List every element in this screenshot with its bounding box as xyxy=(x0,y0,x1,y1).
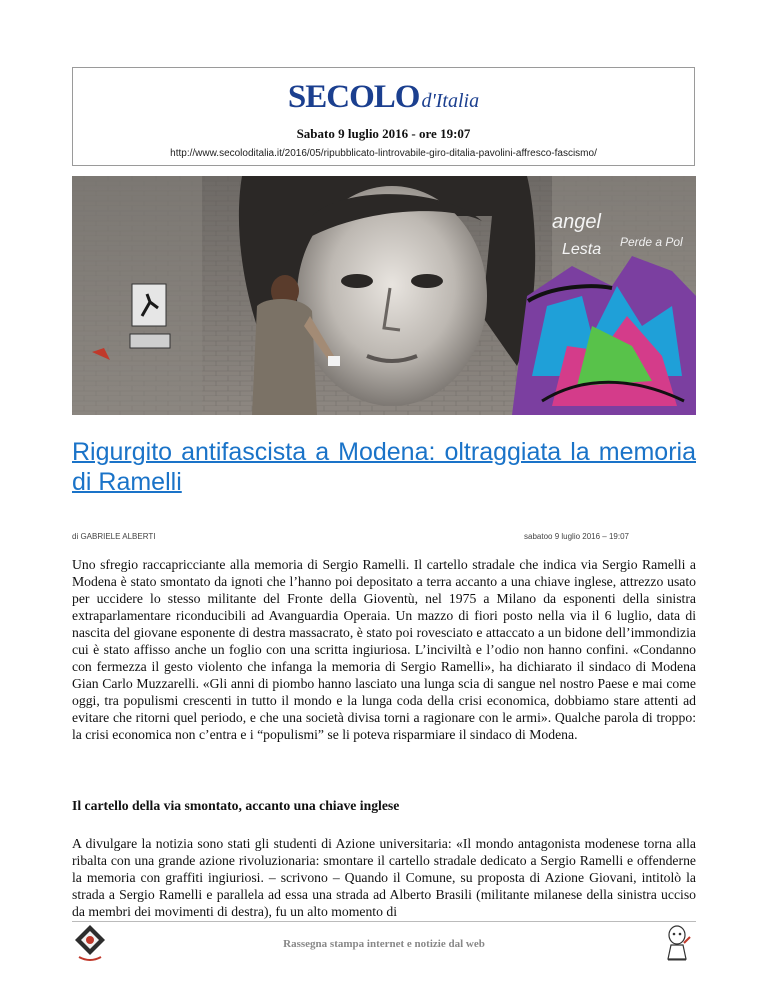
article-paragraph-2: A divulgare la notizia sono stati gli studenti di Azione universitaria: «Il mondo antagonista modenese torna alla ribalta con una grande azione rivoluzionaria: smontare il cartello stradale dedicato a Sergio Ramelli e offenderne la memoria con graffiti ingiuriosi. – scrivono – Quando il Comune, su proposta di Azione Giovani, intitolò la strada a Sergio Ramelli e parallela ad essa una strada ad Alberto Brasili (militante milanese della sinistra ucciso da membri dei movimenti di destra), fu un alto momento di xyxy=(72,836,696,919)
logo-main-text: SECOLO xyxy=(287,79,420,115)
source-url[interactable]: http://www.secoloditalia.it/2016/05/ripubblicato-lintrovabile-giro-ditalia-pavolini-affresco-fascismo/ xyxy=(170,148,597,159)
article-date: sabatoo 9 luglio 2016 – 19:07 xyxy=(524,532,629,541)
publication-date: Sabato 9 luglio 2016 - ore 19:07 xyxy=(296,126,471,141)
graffiti-text-1: angel xyxy=(552,211,601,233)
byline xyxy=(72,532,696,541)
article-paragraph-1: Uno sfregio raccapricciante alla memoria di Sergio Ramelli. Il cartello stradale che indica via Sergio Ramelli a Modena è stato smontato da ignoti che l’hanno poi depositato a terra accanto a una chiave inglese, attrezzo usato per uccidere lo stesso militante del Fronte della Gioventù, nel 1975 a Milano da esponenti della sinistra extraparlamentare riconducibili ad Avanguardia Operaia. Un mazzo di fiori posto nella via il 6 luglio, data di nascita del giovane esponente di destra massacrato, è stato poi rovesciato e attaccato a un bidone dell’immondizia cui è stato affisso anche un foglio con una scritta ingiuriosa. L’inciviltà e l’odio non hanno confini. «Condanno con fermezza il gesto violento che infanga la memoria di Sergio Ramelli», ha dichiarato il sindaco di Modena Gian Carlo Muzzarelli. «Gli anni di piombo hanno lasciato una lunga scia di sangue nel nostro Paese e mai come oggi, tra populismi crescenti in tutto il mondo e la lunga coda della crisi economica, dobbiamo stare attenti ad evitare che ritorni quel periodo, e che una società divisa torni a ragionare con le armi». Qualche parola di troppo: la crisi economica non c’entra e i “populismi” se li poteva risparmiare il sindaco di Modena. xyxy=(72,557,696,742)
hero-image xyxy=(72,176,696,415)
footer-divider xyxy=(72,921,696,922)
graffiti-text-3: Perde a Pol xyxy=(620,235,683,249)
author: di GABRIELE ALBERTI xyxy=(72,532,156,541)
logo-sub-text: d'Italia xyxy=(421,90,480,112)
article-subheading: Il cartello della via smontato, accanto una chiave inglese xyxy=(72,798,400,813)
article-title[interactable]: Rigurgito antifascista a Modena: oltraggiata la memoria di Ramelli xyxy=(72,438,696,496)
header-box xyxy=(72,67,695,166)
footer-right-mascot-icon xyxy=(664,923,692,963)
newspaper-logo[interactable] xyxy=(73,80,694,114)
footer-text: Rassegna stampa internet e notizie dal web xyxy=(283,938,485,950)
graffiti-text-2: Lesta xyxy=(562,241,602,258)
